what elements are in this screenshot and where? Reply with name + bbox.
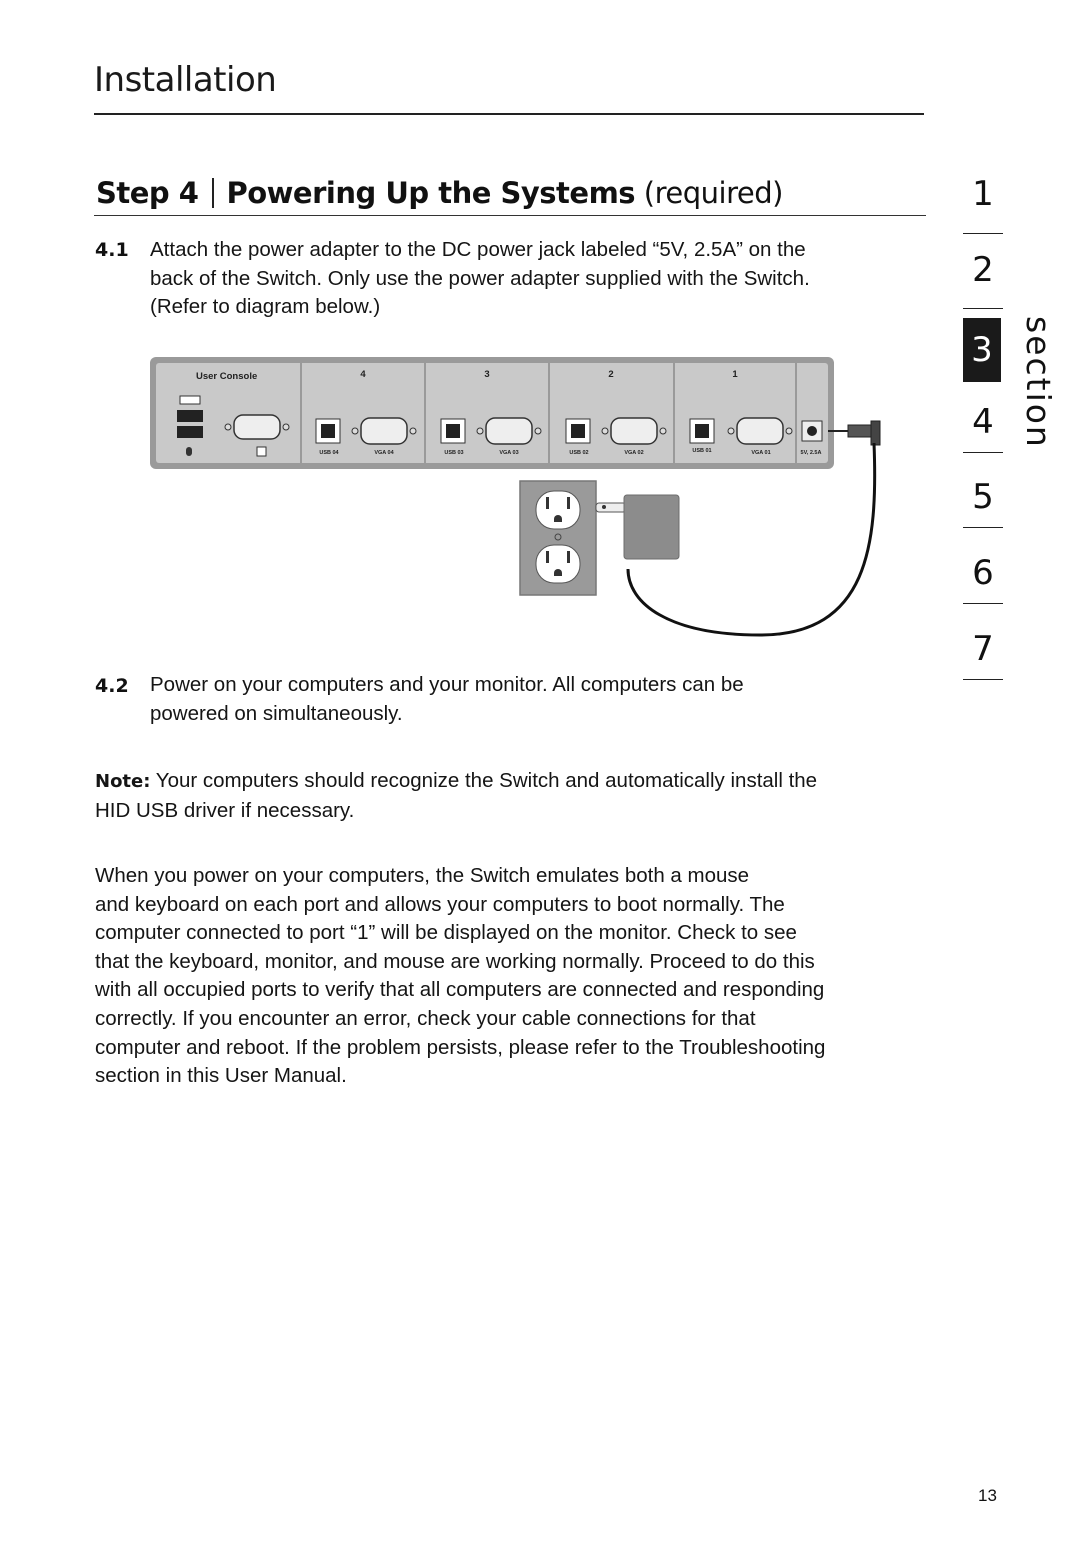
text-line: and keyboard on each port and allows your computers to boot normally. The	[95, 892, 785, 916]
console-vga-port	[234, 415, 280, 439]
text-line: When you power on your computers, the Switch emulates both a mouse	[95, 864, 750, 887]
text-line: Attach the power adapter to the DC power jack labeled “5V, 2.5A” on the	[150, 238, 806, 261]
port-number: 3	[484, 369, 490, 380]
screw	[477, 428, 483, 434]
screw	[352, 428, 358, 434]
usb-port-label: USB 02	[569, 450, 589, 456]
text-line: with all occupied ports to verify that all computers are connected and responding	[95, 978, 825, 1002]
note-text: Your computers should recognize the Switch and automatically install the	[155, 769, 818, 792]
usb-port	[177, 426, 203, 438]
step-4-2-text	[150, 671, 744, 728]
port-number: 1	[732, 369, 738, 380]
section-nav-item-6[interactable]: 6	[972, 553, 994, 593]
port-number: 2	[608, 369, 614, 380]
power-jack-hole	[807, 426, 817, 436]
step-divider	[94, 215, 926, 216]
vga-port-label: VGA 02	[624, 450, 644, 456]
screw	[660, 428, 666, 434]
text-line: powered on simultaneously.	[150, 701, 403, 725]
body-paragraph	[95, 862, 825, 1091]
text-line	[95, 767, 817, 797]
text-line: computer and reboot. If the problem persists, please refer to the Troubleshooting	[95, 1035, 826, 1059]
monitor-icon	[257, 447, 266, 456]
text-line: computer connected to port “1” will be displayed on the monitor. Check to see	[95, 921, 797, 945]
step-label: Step 4	[96, 176, 199, 210]
usb-port-label: USB 04	[319, 450, 339, 456]
nav-divider	[963, 233, 1003, 234]
step-separator	[212, 178, 214, 208]
prong	[602, 505, 606, 509]
step-title: Powering Up the Systems	[226, 176, 636, 210]
power-jack-label: 5V, 2.5A	[800, 450, 822, 456]
header-divider	[94, 113, 924, 115]
usb-port-label: USB 03	[444, 450, 464, 456]
nav-divider	[963, 603, 1003, 604]
usb-port	[177, 410, 203, 422]
keyboard-icon	[180, 396, 200, 404]
section-nav-item-7[interactable]: 7	[972, 629, 994, 669]
step-heading	[96, 176, 783, 210]
vga-port-label: VGA 03	[499, 450, 519, 456]
section-nav-item-4[interactable]: 4	[972, 402, 994, 442]
nav-divider	[963, 308, 1003, 309]
step-number-4-2: 4.2	[95, 675, 129, 697]
outlet-socket	[536, 491, 580, 529]
vga-port-label: VGA 01	[751, 450, 771, 456]
step-4-1-text	[150, 236, 810, 322]
step-number-4-1: 4.1	[95, 239, 129, 261]
screw	[225, 424, 231, 430]
step-qualifier: (required)	[643, 176, 783, 210]
section-nav-item-3-active[interactable]: 3	[963, 318, 1001, 382]
note-label: Note:	[95, 771, 151, 792]
usb-b-port-inner	[321, 424, 335, 438]
text-line: that the keyboard, monitor, and mouse are working normally. Proceed to do this	[95, 949, 815, 973]
power-connection-diagram	[148, 355, 888, 655]
text-line: Power on your computers and your monitor. All computers can be	[150, 673, 744, 696]
outlet-slot	[546, 497, 549, 509]
screw	[410, 428, 416, 434]
vga-port	[611, 418, 657, 444]
outlet-slot	[567, 497, 570, 509]
page-header-title: Installation	[94, 60, 277, 100]
text-line: section in this User Manual.	[95, 1064, 347, 1088]
outlet-socket	[536, 545, 580, 583]
outlet-slot	[546, 551, 549, 563]
vga-port	[486, 418, 532, 444]
text-line: back of the Switch. Only use the power adapter supplied with the Switch.	[150, 266, 810, 290]
outlet-slot	[567, 551, 570, 563]
page-number: 13	[978, 1486, 997, 1505]
adapter-prongs	[596, 503, 626, 512]
nav-divider	[963, 679, 1003, 680]
nav-divider	[963, 527, 1003, 528]
power-plug-grip	[871, 421, 880, 445]
console-label: User Console	[196, 371, 258, 382]
vga-port	[361, 418, 407, 444]
port-number: 4	[360, 369, 366, 380]
nav-divider	[963, 452, 1003, 453]
usb-port-label: USB 01	[692, 448, 712, 454]
vga-port-label: VGA 04	[374, 450, 394, 456]
text-line: (Refer to diagram below.)	[150, 295, 381, 319]
section-nav-item-1[interactable]: 1	[972, 174, 994, 214]
screw	[786, 428, 792, 434]
text-line: correctly. If you encounter an error, check your cable connections for that	[95, 1006, 756, 1030]
section-label: section	[1019, 316, 1058, 449]
vga-port	[737, 418, 783, 444]
screw	[728, 428, 734, 434]
usb-b-port-inner	[695, 424, 709, 438]
screw	[602, 428, 608, 434]
text-line: HID USB driver if necessary.	[95, 798, 355, 822]
section-nav-item-2[interactable]: 2	[972, 250, 994, 290]
note-paragraph	[95, 767, 817, 825]
usb-b-port-inner	[446, 424, 460, 438]
section-nav-item-5[interactable]: 5	[972, 477, 994, 517]
screw	[283, 424, 289, 430]
usb-b-port-inner	[571, 424, 585, 438]
mouse-icon	[186, 447, 192, 456]
power-adapter	[624, 495, 679, 559]
screw	[535, 428, 541, 434]
power-plug	[848, 425, 874, 437]
